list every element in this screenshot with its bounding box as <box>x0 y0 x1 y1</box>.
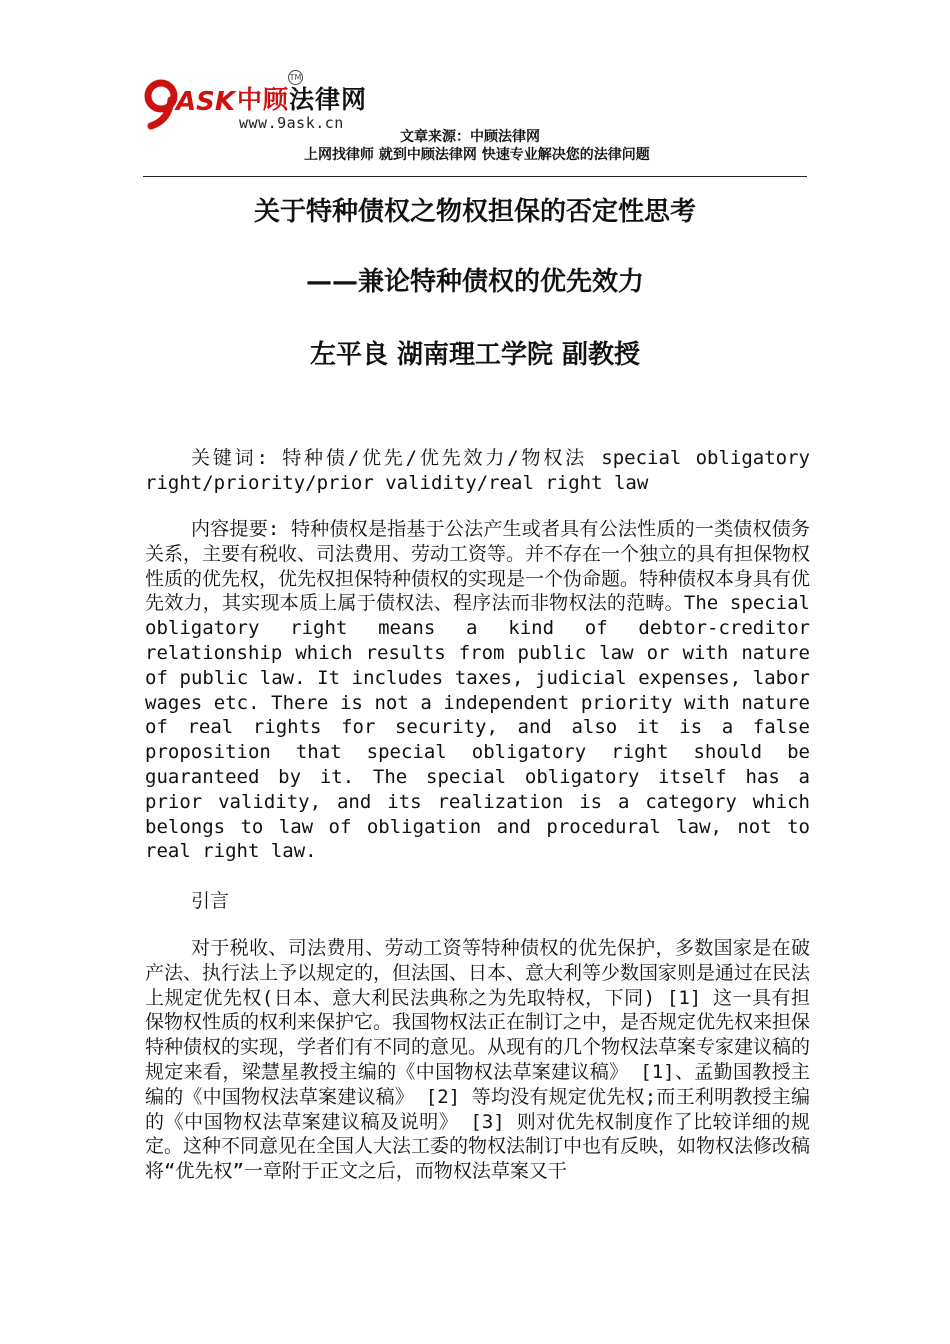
logo-name-zhonggu: 中顾 <box>237 85 290 114</box>
trademark-mark: TM <box>288 70 303 85</box>
logo-name <box>237 80 367 116</box>
article-author: 左平良 湖南理工学院 副教授 <box>309 340 641 370</box>
abstract-paragraph: 内容提要: 特种债权是指基于公法产生或者具有公法性质的一类债权债务关系，主要有税收、司法费用、劳动工资等。并不存在一个独立的具有担保物权性质的优先权，优先权担保特种债权的实现是一个伪命题。特种债权本身具有优先效力，其实现本质上属于债权法、程序法而非物权法的范畴。The special obligatory right means a kind of debtor-creditor relationship which results from public law or with nature of public law. It includes taxes, judicial expenses, labor wages etc. There is not a independent priority with nature of real rights for security, and also it is a false proposition that special obligatory right should be guaranteed by it. The special obligatory itself has a prior validity, and its realization is a category which belongs to law of obligation and procedural law, not to real right law. <box>145 518 811 863</box>
intro-heading: 引言 <box>191 890 230 912</box>
logo-url: www.9ask.cn <box>239 114 344 132</box>
logo-emblem-icon <box>143 70 243 134</box>
site-logo[interactable] <box>143 70 393 140</box>
site-slogan: 上网找律师 就到中顾法律网 快速专业解决您的法律问题 <box>304 147 650 163</box>
header-divider <box>143 176 807 177</box>
article-source: 文章来源：中顾法律网 <box>400 129 540 145</box>
logo-brand: ASK <box>176 87 235 117</box>
article-title: 关于特种债权之物权担保的否定性思考 <box>253 197 696 227</box>
body-paragraph: 对于税收、司法费用、劳动工资等特种债权的优先保护，多数国家是在破产法、执行法上予以规定的，但法国、日本、意大利等少数国家则是通过在民法上规定优先权(日本、意大利民法典称之为先取特权，下同) [1] 这一具有担保物权性质的权利来保护它。我国物权法正在制订之中，是否规定优先权来担保特种债权的实现，学者们有不同的意见。从现有的几个物权法草案专家建议稿的规定来看，梁慧星教授主编的《中国物权法草案建议稿》 [1]、孟勤国教授主编的《中国物权法草案建议稿》 [2] 等均没有规定优先权;而王利明教授主编的《中国物权法草案建议稿及说明》 [3] 则对优先权制度作了比较详细的规定。这种不同意见在全国人大法工委的物权法制订中也有反映，如物权法修改稿将“优先权”一章附于正文之后，而物权法草案又干 <box>145 937 811 1183</box>
logo-name-falvwang: 法律网 <box>289 85 368 114</box>
article-subtitle: ——兼论特种债权的优先效力 <box>305 267 644 297</box>
keywords-paragraph: 关键词: 特种债/优先/优先效力/物权法 special obligatory right/priority/prior validity/real right law <box>145 447 810 494</box>
